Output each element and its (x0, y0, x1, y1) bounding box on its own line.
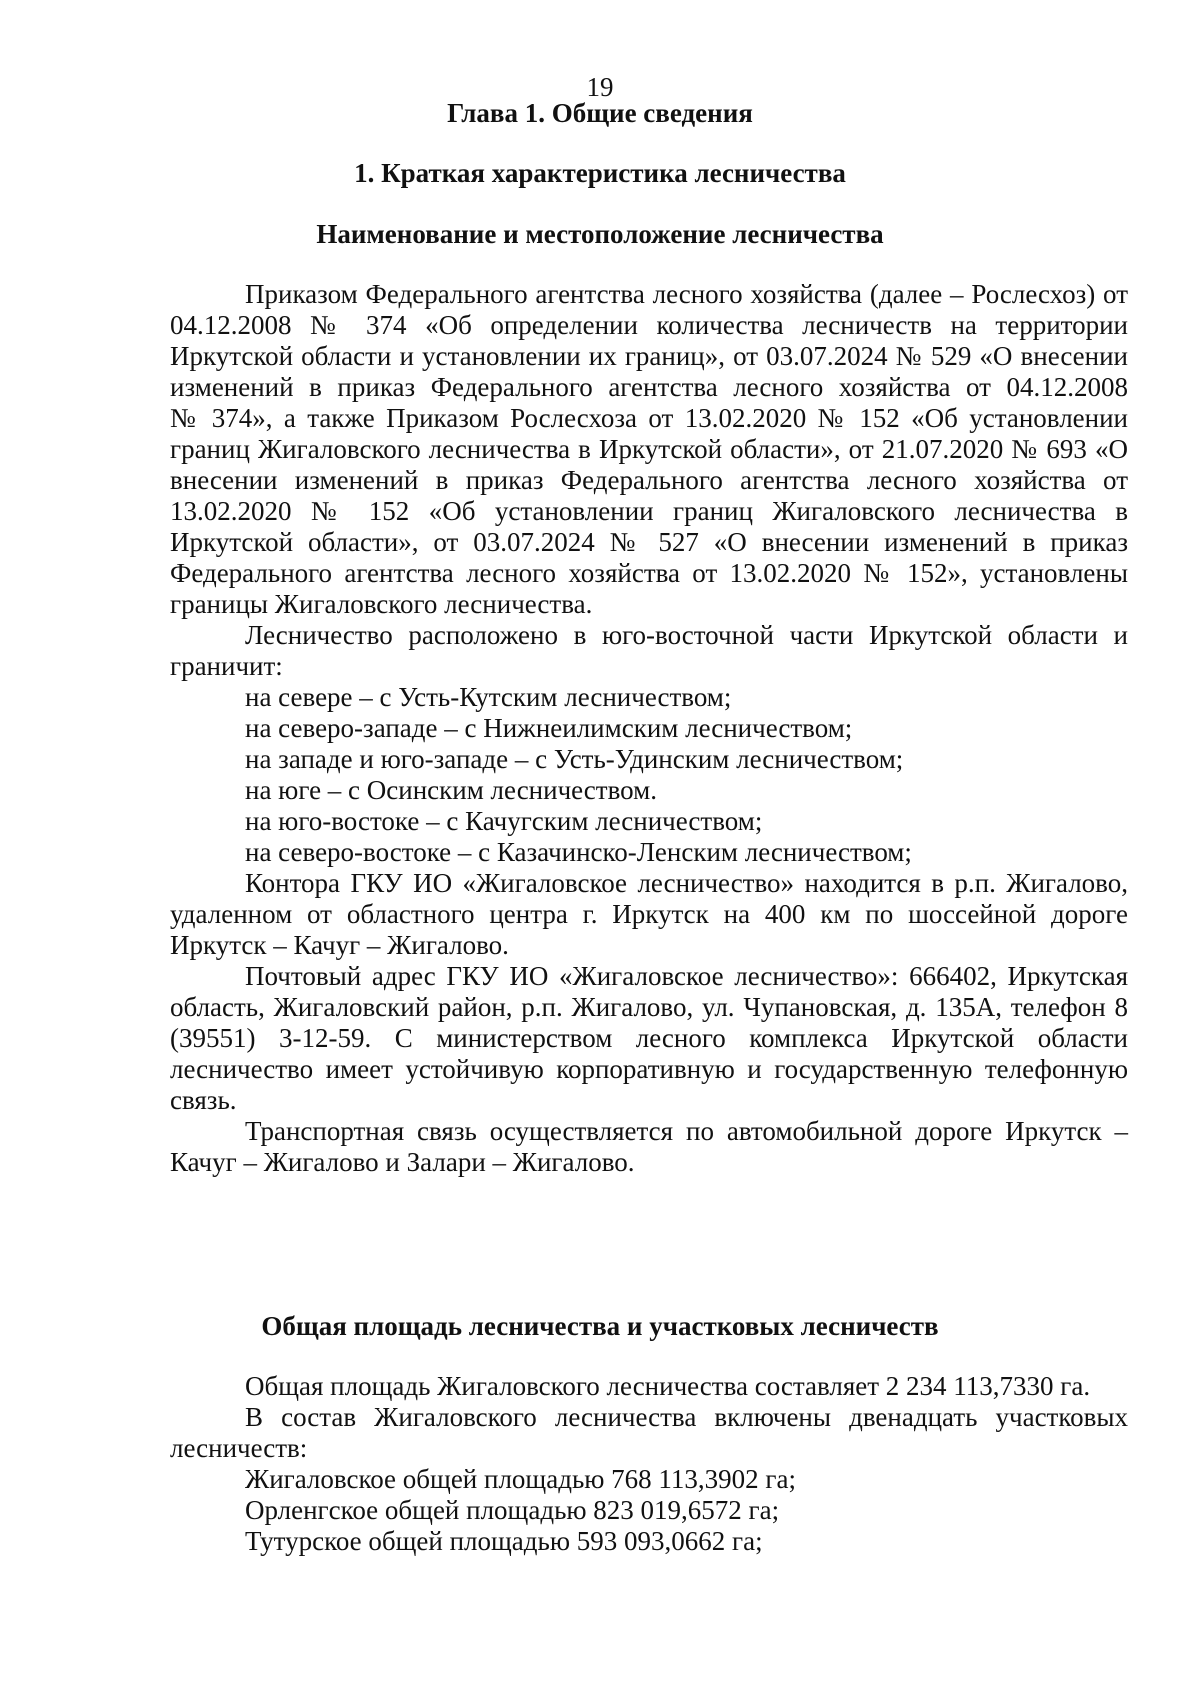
list-item: на северо-востоке – с Казачинско-Ленским лесничеством; (245, 837, 912, 867)
list-item: на севере – с Усть-Кутским лесничеством; (245, 682, 732, 712)
list-item: на западе и юго-западе – с Усть-Удинским лесничеством; (245, 744, 904, 774)
subsection-title-area: Общая площадь лесничества и участковых лесничеств (261, 1311, 939, 1341)
list-item: на северо-западе – с Нижнеилимским лесничеством; (245, 713, 853, 743)
list-item: на юго-востоке – с Качугским лесничеством; (245, 806, 763, 836)
area-text-block (170, 1371, 1128, 1557)
paragraph: Общая площадь Жигаловского лесничества составляет 2 234 113,7330 га. (245, 1371, 1091, 1401)
paragraph: Лесничество расположено в юго-восточной части Иркутской области и граничит: (170, 620, 1128, 681)
section-title: 1. Краткая характеристика лесничества (354, 158, 846, 188)
paragraph: Контора ГКУ ИО «Жигаловское лесничество» находится в р.п. Жигалово, удаленном от областного центра г. Иркутск на 400 км по шоссейной дороге Иркутск – Качуг – Жигалово. (170, 868, 1128, 960)
paragraph: Транспортная связь осуществляется по автомобильной дороге Иркутск – Качуг – Жигалово и Залари – Жигалово. (170, 1116, 1128, 1177)
page-number: 19 (586, 72, 614, 102)
paragraph: Приказом Федерального агентства лесного хозяйства (далее – Рослесхоз) от 04.12.2008 № 374 «Об определении количества лесничеств на территории Иркутской области и установлении их границ», от 03.07.2024 № 529 «О внесении изменений в приказ Федерального агентства лесного хозяйства от 04.12.2008 (170, 279, 1128, 402)
subsection-title-location: Наименование и местоположение лесничества (316, 219, 884, 249)
list-item: Тутурское общей площадью 593 093,0662 га; (245, 1526, 763, 1556)
list-item: Орленгское общей площадью 823 019,6572 га; (245, 1495, 780, 1525)
paragraph: В состав Жигаловского лесничества включены двенадцать участковых лесничеств: (170, 1402, 1128, 1463)
paragraph: Почтовый адрес ГКУ ИО «Жигаловское лесничество»: 666402, Иркутская область, Жигаловский район, р.п. Жигалово, ул. Чупановская, д. 135А, телефон 8 (39551) 3-12-59. С министерством лесного комплекса Иркутской области лесничество имеет устойчивую корпоративную и государственную телефонную связь. (170, 961, 1128, 1115)
location-text-block (170, 279, 1128, 1178)
list-item: на юге – с Осинским лесничеством. (245, 775, 657, 805)
paragraph: № 374», а также Приказом Рослесхоза от 13.02.2020 № 152 «Об установлении границ Жигаловского лесничества в Иркутской области», от 21.07.2020 № 693 «О внесении изменений в приказ Федерального агентства лесного хозяйства от 13.02.2020 № 152 «Об установлении границ Жигаловского лесничества в Иркутской области», от 03.07.2024 № 527 «О внесении изменений в приказ Федерального агентства лесного хозяйства от 13.02.2020 № 152», установлены границы Жигаловского лесничества. (170, 403, 1128, 619)
list-item: Жигаловское общей площадью 768 113,3902 га; (245, 1464, 796, 1494)
chapter-title: Глава 1. Общие сведения (447, 98, 753, 128)
